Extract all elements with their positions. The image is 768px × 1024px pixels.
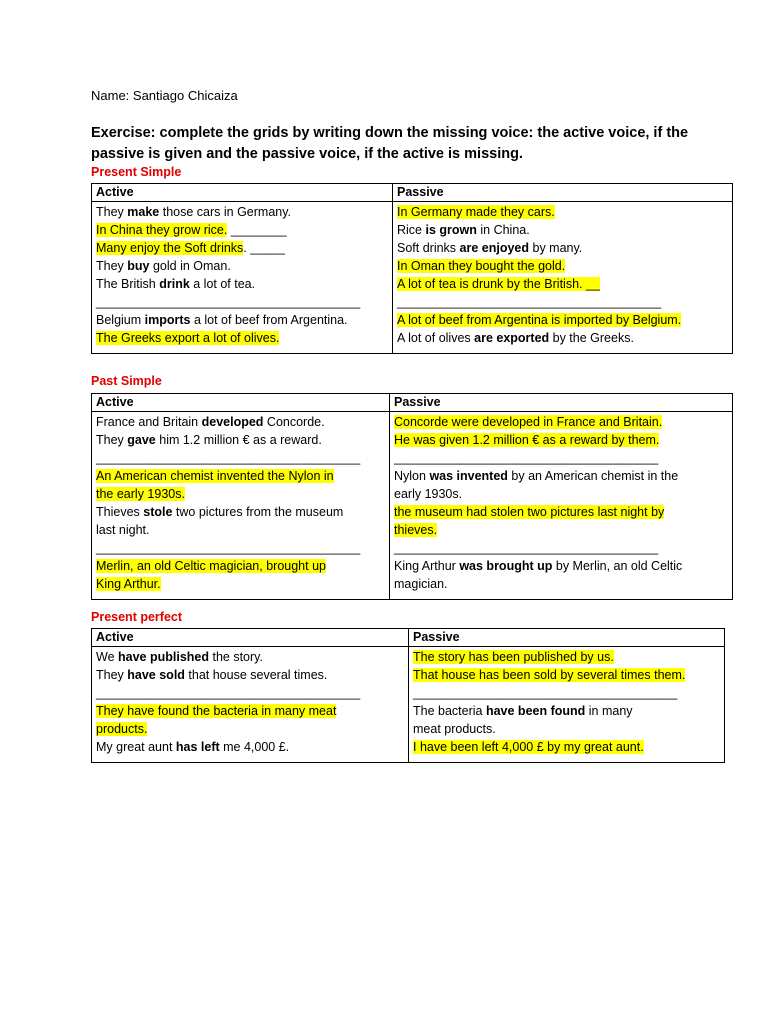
- sentence-text: ______________________________________: [96, 541, 361, 555]
- sentence-text: They: [96, 259, 128, 273]
- section-title-present-perfect: Present perfect: [91, 610, 183, 624]
- verb-bold-text: has left: [175, 740, 220, 754]
- sentence-text: ________: [227, 223, 287, 237]
- highlighted-answer-text: He was given 1.2 million € as a reward by them.: [394, 433, 660, 447]
- sentence-text: They: [96, 433, 128, 447]
- passive-sentence-line: [394, 503, 728, 521]
- sentence-text: My great aunt: [96, 740, 176, 754]
- sentence-text: a lot of tea.: [189, 277, 256, 291]
- sentence-text: by many.: [529, 241, 583, 255]
- passive-sentence-line: [397, 311, 728, 329]
- highlighted-answer-text: Merlin, an old Celtic magician, brought up: [96, 559, 326, 573]
- sentence-text: two pictures from the museum: [172, 505, 344, 519]
- passive-cell: [393, 202, 733, 354]
- passive-sentence-line: [394, 449, 728, 467]
- sentence-text: ______________________________________: [96, 295, 361, 309]
- exercise-instructions: Exercise: complete the grids by writing down the missing voice: the active voice, if the passive is given and the passive voice, if the active is missing.: [91, 125, 689, 162]
- highlighted-answer-text: Concorde were developed in France and Britain.: [394, 415, 663, 429]
- passive-sentence-line: [394, 521, 728, 539]
- passive-sentence-line: [394, 575, 728, 593]
- active-cell: [92, 202, 393, 354]
- sentence-text: meat products.: [413, 722, 496, 736]
- sentence-text: Belgium: [96, 313, 145, 327]
- passive-sentence-line: [397, 293, 728, 311]
- highlighted-answer-text: The story has been published by us.: [413, 650, 614, 664]
- past-simple-table: [91, 393, 733, 600]
- sentence-text: The British: [96, 277, 160, 291]
- verb-bold-text: developed: [201, 415, 264, 429]
- active-cell: [92, 647, 409, 763]
- highlighted-answer-text: Many enjoy the Soft drinks: [96, 241, 244, 255]
- passive-sentence-line: [397, 275, 728, 293]
- passive-sentence-line: [394, 557, 728, 575]
- active-sentence-line: [96, 329, 388, 347]
- verb-bold-text: make: [127, 205, 160, 219]
- passive-sentence-line: [397, 257, 728, 275]
- verb-bold-text: was brought up: [459, 559, 553, 573]
- passive-sentence-line: [394, 467, 728, 485]
- active-cell: [92, 412, 390, 600]
- verb-bold-text: is grown: [425, 223, 477, 237]
- highlighted-answer-text: An American chemist invented the Nylon in: [96, 469, 334, 483]
- highlighted-answer-text: the museum had stolen two pictures last night by: [394, 505, 665, 519]
- passive-sentence-line: [394, 413, 728, 431]
- verb-bold-text: was invented: [429, 469, 508, 483]
- active-sentence-line: [96, 239, 388, 257]
- sentence-text: ______________________________________: [413, 686, 678, 700]
- highlighted-answer-text: That house has been sold by several times them.: [413, 668, 686, 682]
- sentence-text: him 1.2 million € as a reward.: [155, 433, 322, 447]
- highlighted-answer-text: I have been left 4,000 £ by my great aunt.: [413, 740, 644, 754]
- active-sentence-line: [96, 203, 388, 221]
- sentence-text: the story.: [209, 650, 263, 664]
- sentence-text: those cars in Germany.: [159, 205, 292, 219]
- verb-bold-text: have published: [118, 650, 209, 664]
- active-sentence-line: [96, 449, 385, 467]
- active-sentence-line: [96, 221, 388, 239]
- sentence-text: early 1930s.: [394, 487, 463, 501]
- sentence-text: last night.: [96, 523, 150, 537]
- active-sentence-line: [96, 467, 385, 485]
- student-name: Name: Santiago Chicaiza: [91, 88, 238, 103]
- passive-sentence-line: [397, 239, 728, 257]
- sentence-text: in China.: [476, 223, 530, 237]
- highlighted-answer-text: King Arthur.: [96, 577, 161, 591]
- sentence-text: ______________________________________: [394, 541, 659, 555]
- active-sentence-line: [96, 503, 385, 521]
- passive-sentence-line: [413, 702, 720, 720]
- active-sentence-line: [96, 257, 388, 275]
- passive-cell: [409, 647, 725, 763]
- sentence-text: They: [96, 668, 128, 682]
- active-header: Active: [92, 184, 393, 202]
- section-title-present-simple: Present Simple: [91, 165, 182, 179]
- highlighted-answer-text: They have found the bacteria in many meat: [96, 704, 337, 718]
- highlighted-answer-text: In Oman they bought the gold.: [397, 259, 566, 273]
- passive-sentence-line: [397, 221, 728, 239]
- active-sentence-line: [96, 293, 388, 311]
- sentence-text: The bacteria: [413, 704, 486, 718]
- highlighted-answer-text: A lot of tea is drunk by the British. __: [397, 277, 600, 291]
- passive-cell: [390, 412, 733, 600]
- highlighted-answer-text: products.: [96, 722, 148, 736]
- verb-bold-text: are exported: [474, 331, 550, 345]
- sentence-text: me 4,000 £.: [219, 740, 290, 754]
- active-sentence-line: [96, 521, 385, 539]
- active-header: Active: [92, 629, 409, 647]
- active-sentence-line: [96, 275, 388, 293]
- passive-sentence-line: [413, 738, 720, 756]
- passive-sentence-line: [413, 666, 720, 684]
- verb-bold-text: stole: [143, 505, 173, 519]
- active-sentence-line: [96, 413, 385, 431]
- sentence-text: Soft drinks: [397, 241, 460, 255]
- sentence-text: Nylon: [394, 469, 430, 483]
- sentence-text: A lot of olives: [397, 331, 475, 345]
- verb-bold-text: have been found: [485, 704, 586, 718]
- passive-sentence-line: [397, 203, 728, 221]
- active-sentence-line: [96, 311, 388, 329]
- sentence-text: King Arthur: [394, 559, 460, 573]
- sentence-text: ______________________________________: [394, 451, 659, 465]
- sentence-text: . _____: [243, 241, 286, 255]
- active-sentence-line: [96, 738, 404, 756]
- sentence-text: Rice: [397, 223, 426, 237]
- sentence-text: We: [96, 650, 118, 664]
- sentence-text: Thieves: [96, 505, 144, 519]
- active-sentence-line: [96, 684, 404, 702]
- passive-sentence-line: [413, 684, 720, 702]
- highlighted-answer-text: thieves.: [394, 523, 438, 537]
- passive-sentence-line: [394, 539, 728, 557]
- highlighted-answer-text: In Germany made they cars.: [397, 205, 555, 219]
- highlighted-answer-text: the early 1930s.: [96, 487, 185, 501]
- active-sentence-line: [96, 539, 385, 557]
- sentence-text: that house several times.: [184, 668, 328, 682]
- active-sentence-line: [96, 666, 404, 684]
- sentence-text: gold in Oman.: [149, 259, 231, 273]
- present-simple-table: [91, 183, 733, 354]
- sentence-text: Concorde.: [263, 415, 325, 429]
- verb-bold-text: gave: [127, 433, 156, 447]
- sentence-text: ______________________________________: [96, 686, 361, 700]
- passive-sentence-line: [394, 431, 728, 449]
- passive-header: Passive: [390, 394, 733, 412]
- active-sentence-line: [96, 575, 385, 593]
- active-sentence-line: [96, 557, 385, 575]
- passive-sentence-line: [413, 648, 720, 666]
- present-perfect-table: [91, 628, 725, 763]
- sentence-text: ______________________________________: [96, 451, 361, 465]
- verb-bold-text: buy: [127, 259, 150, 273]
- active-sentence-line: [96, 431, 385, 449]
- highlighted-answer-text: The Greeks export a lot of olives.: [96, 331, 280, 345]
- active-sentence-line: [96, 485, 385, 503]
- passive-sentence-line: [413, 720, 720, 738]
- passive-sentence-line: [394, 485, 728, 503]
- active-sentence-line: [96, 648, 404, 666]
- sentence-text: by an American chemist in the: [507, 469, 679, 483]
- verb-bold-text: have sold: [127, 668, 185, 682]
- verb-bold-text: imports: [144, 313, 191, 327]
- section-title-past-simple: Past Simple: [91, 374, 162, 388]
- passive-header: Passive: [393, 184, 733, 202]
- active-header: Active: [92, 394, 390, 412]
- sentence-text: in many: [585, 704, 633, 718]
- sentence-text: by the Greeks.: [549, 331, 634, 345]
- sentence-text: France and Britain: [96, 415, 202, 429]
- active-sentence-line: [96, 702, 404, 720]
- sentence-text: ______________________________________: [397, 295, 662, 309]
- passive-header: Passive: [409, 629, 725, 647]
- sentence-text: a lot of beef from Argentina.: [190, 313, 348, 327]
- passive-sentence-line: [397, 329, 728, 347]
- verb-bold-text: are enjoyed: [459, 241, 530, 255]
- highlighted-answer-text: A lot of beef from Argentina is imported by Belgium.: [397, 313, 682, 327]
- highlighted-answer-text: In China they grow rice.: [96, 223, 228, 237]
- sentence-text: They: [96, 205, 128, 219]
- sentence-text: by Merlin, an old Celtic: [552, 559, 683, 573]
- verb-bold-text: drink: [159, 277, 190, 291]
- active-sentence-line: [96, 720, 404, 738]
- sentence-text: magician.: [394, 577, 448, 591]
